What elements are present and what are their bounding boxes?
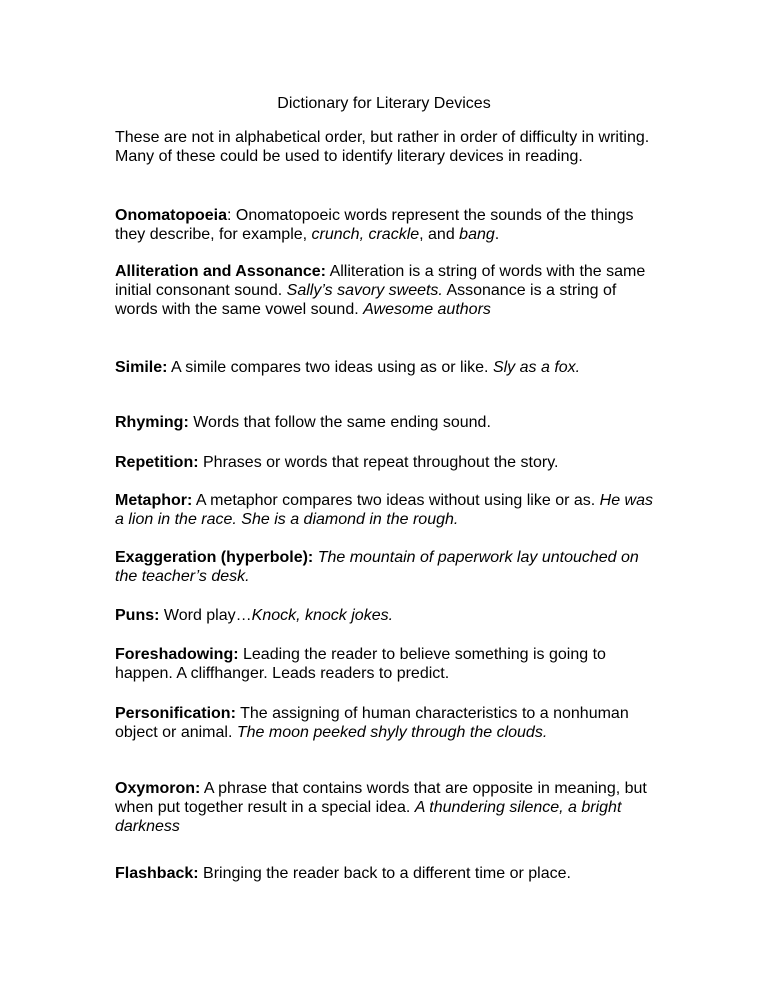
definition-text: Phrases or words that repeat throughout the story. (198, 454, 559, 471)
definition-text: A phrase that contains words that are opposite in meaning, but when put together result in a special idea. (115, 780, 647, 817)
term-label: Foreshadowing: (115, 646, 239, 663)
term-label: Oxymoron: (115, 780, 201, 797)
example-text: bang (459, 226, 495, 244)
entry-oxymoron (115, 779, 660, 837)
entry-puns (115, 606, 660, 625)
separator: : (227, 207, 236, 224)
term-label: Onomatopoeia (115, 207, 228, 224)
definition-text: Onomatopoeic words represent the sounds of the things they describe, for example, (115, 207, 634, 244)
term-label: Simile: (115, 359, 168, 376)
term-label: Flashback: (115, 865, 199, 882)
term-label: Exaggeration (hyperbole): (115, 549, 314, 566)
entry-onomatopoeia (115, 206, 660, 244)
entry-alliteration-assonance (115, 262, 660, 320)
term-label: Rhyming: (115, 414, 189, 431)
example-text: A thundering silence, a bright darkness (115, 799, 622, 836)
entry-rhyming (115, 413, 660, 432)
definition-text: Bringing the reader back to a different time or place. (198, 865, 571, 882)
term-label: Repetition: (115, 454, 199, 471)
term-label: Personification: (115, 705, 236, 722)
definition-text: , and (419, 226, 460, 244)
example-text: He was a lion in the race. She is a diamond in the rough. (115, 492, 654, 529)
definition-text: . (494, 226, 500, 244)
definition-text: Leading the reader to believe something is going to happen. A cliffhanger. Leads readers to predict. (115, 646, 606, 683)
example-text: Sally’s savory sweets. (286, 282, 443, 300)
entry-repetition (115, 453, 660, 472)
entry-foreshadowing (115, 645, 660, 683)
example-text: Sly as a fox. (492, 359, 581, 376)
example-text: Awesome authors (363, 301, 491, 319)
entry-metaphor (115, 491, 660, 529)
definition-text: A simile compares two ideas using as or like. (167, 359, 493, 376)
document-title: Dictionary for Literary Devices (277, 95, 491, 112)
example-text: Knock, knock jokes. (251, 607, 394, 624)
term-label: Alliteration and Assonance: (115, 263, 326, 280)
definition-text: A metaphor compares two ideas without using like or as. (192, 492, 600, 509)
example-text: crunch, crackle (311, 226, 420, 244)
definition-text: Word play… (159, 607, 252, 624)
entry-simile (115, 358, 660, 377)
example-text: The moon peeked shyly through the clouds. (236, 724, 548, 742)
intro-paragraph: These are not in alphabetical order, but rather in order of difficulty in writing. Many of these could be used to identify literary devices in reading. (115, 129, 650, 166)
definition-text: Words that follow the same ending sound. (188, 414, 491, 431)
entry-flashback (115, 864, 660, 883)
term-label: Puns: (115, 607, 160, 624)
entry-exaggeration (115, 548, 660, 586)
definition-text: Alliteration is a string of words with the same initial consonant sound. (115, 263, 646, 300)
example-text: The mountain of paperwork lay untouched on the teacher’s desk. (115, 549, 639, 586)
definition-text: The assigning of human characteristics to a nonhuman object or animal. (115, 705, 629, 742)
definition-text: Assonance is a string of words with the same vowel sound. (115, 282, 617, 319)
entry-personification (115, 704, 660, 742)
term-label: Metaphor: (115, 492, 193, 509)
